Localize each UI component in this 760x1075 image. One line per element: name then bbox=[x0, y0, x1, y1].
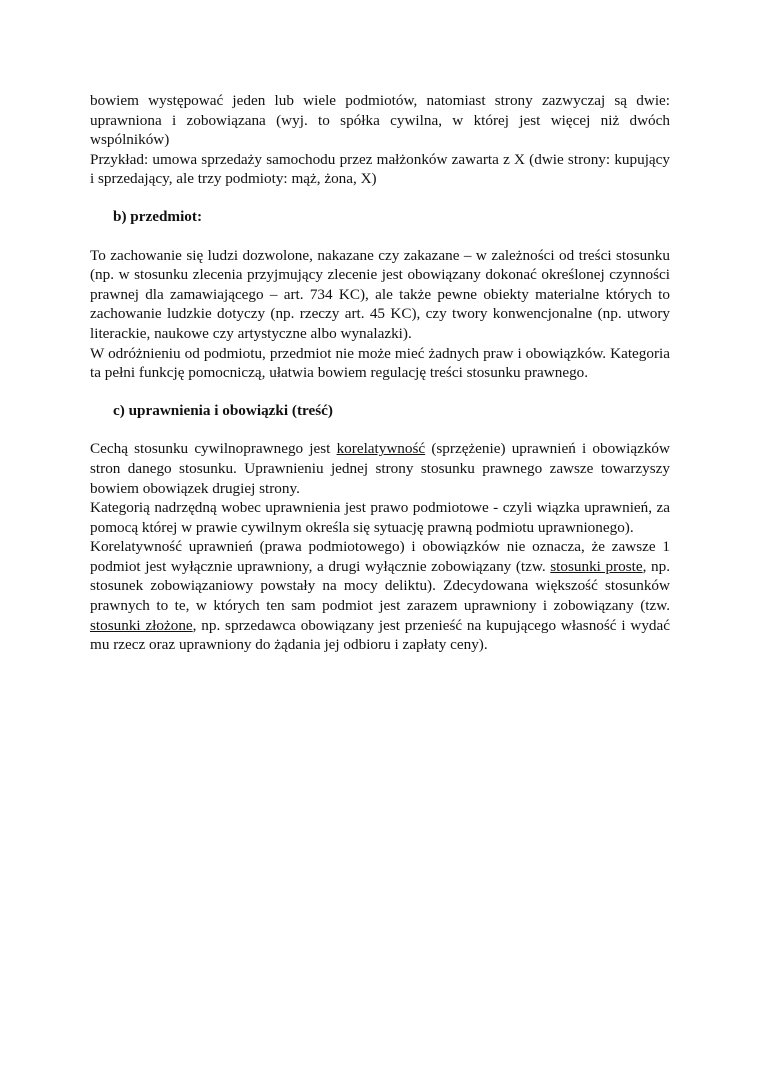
spacer bbox=[90, 383, 670, 401]
text-run: , np. sprzedawca obowiązany jest przenieść na kupującego własność i wydać mu rzecz oraz uprawniony do żądania jej odbioru i zapłaty ceny). bbox=[90, 616, 671, 654]
underlined-term-korelatywnosc: korelatywność bbox=[336, 440, 426, 458]
document-page bbox=[90, 91, 670, 655]
underlined-term-stosunki-zlozone: stosunki złożone bbox=[90, 616, 193, 634]
text-run: , np. stosunek zobowiązaniowy powstały na mocy deliktu). Zdecydowana większość stosunków prawnych to te, w których ten sam podmiot jest zarazem uprawniony i zobowiązany (tzw. bbox=[90, 557, 670, 615]
paragraph-przedmiot-definition: To zachowanie się ludzi dozwolone, nakazane czy zakazane – w zależności od treści stosunku (np. w stosunku zlecenia przyjmujący zlecenie jest obowiązany dokonać określonej czynności prawnej dla zamawiającego – art. 734 KC), ale także pewne obiekty materialne których to zachowanie ludzkie dotyczy (np. rzeczy art. 45 KC), czy twory konwencjonalne (np. utwory literackie, naukowe czy artystyczne albo wynalazki). bbox=[90, 246, 670, 342]
heading-uprawnienia-obowiazki: c) uprawnienia i obowiązki (treść) bbox=[113, 401, 333, 419]
spacer bbox=[90, 189, 670, 207]
paragraph-przedmiot-distinction: W odróżnieniu od podmiotu, przedmiot nie może mieć żadnych praw i obowiązków. Kategoria ta pełni funkcję pomocniczą, ułatwia bowiem regulację treści stosunku prawnego. bbox=[90, 344, 670, 382]
spacer bbox=[90, 227, 670, 246]
paragraph-parties: bowiem występować jeden lub wiele podmiotów, natomiast strony zazwyczaj są dwie: uprawniona i zobowiązana (wyj. to spółka cywilna, w której jest więcej niż dwóch wspólników) bbox=[90, 92, 670, 149]
text-run: (sprzężenie) uprawnień i obowiązków stron danego stosunku. Uprawnieniu jednej strony stosunku prawnego zawsze towarzyszy bowiem obowiązek drugiej strony. bbox=[90, 440, 670, 497]
paragraph-example: Przykład: umowa sprzedaży samochodu przez małżonków zawarta z X (dwie strony: kupujący i sprzedający, ale trzy podmioty: mąż, żona, X) bbox=[90, 150, 670, 188]
spacer bbox=[90, 420, 670, 439]
paragraph-stosunki bbox=[90, 537, 670, 655]
heading-przedmiot: b) przedmiot: bbox=[113, 207, 202, 225]
paragraph-korelatywnosc bbox=[90, 439, 670, 498]
text-run: Cechą stosunku cywilnoprawnego jest bbox=[90, 440, 337, 458]
text-run: Korelatywność uprawnień (prawa podmiotowego) i obowiązków nie oznacza, że zawsze 1 podmiot jest wyłącznie uprawniony, a drugi wyłącznie zobowiązany (tzw. bbox=[90, 538, 670, 575]
paragraph-prawo-podmiotowe: Kategorią nadrzędną wobec uprawnienia jest prawo podmiotowe - czyli wiązka uprawnień, za pomocą której w prawie cywilnym określa się sytuację prawną podmiotu uprawnionego). bbox=[90, 499, 670, 536]
underlined-term-stosunki-proste: stosunki proste bbox=[550, 557, 643, 575]
